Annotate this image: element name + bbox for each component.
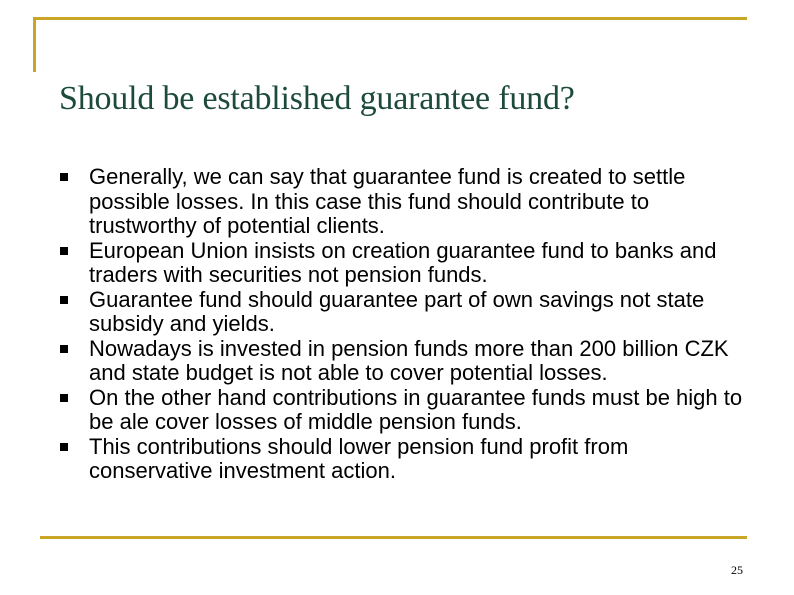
bullet-item <box>60 386 750 435</box>
bullet-list <box>60 165 750 484</box>
bullet-text: On the other hand contributions in guarantee funds must be high to be ale cover losses of middle pension funds. <box>89 384 743 434</box>
bottom-accent-rule <box>40 536 747 539</box>
square-bullet-icon <box>60 345 68 353</box>
bullet-item <box>60 288 750 337</box>
square-bullet-icon <box>60 296 68 304</box>
bullet-text: Nowadays is invested in pension funds more than 200 billion CZK and state budget is not able to cover potential losses. <box>89 335 729 385</box>
square-bullet-icon <box>60 443 68 451</box>
bullet-text: Generally, we can say that guarantee fund is created to settle possible losses. In this case this fund should contribute to trustworthy of potential clients. <box>89 164 686 238</box>
slide-title: Should be established guarantee fund? <box>59 80 575 117</box>
bullet-item <box>60 435 750 484</box>
square-bullet-icon <box>60 247 68 255</box>
bullet-text: European Union insists on creation guarantee fund to banks and traders with securities not pension funds. <box>89 237 717 287</box>
square-bullet-icon <box>60 394 68 402</box>
bullet-text: This contributions should lower pension fund profit from conservative investment action. <box>89 433 629 483</box>
bullet-item <box>60 165 750 239</box>
bullet-text: Guarantee fund should guarantee part of own savings not state subsidy and yields. <box>89 286 705 336</box>
page-number: 25 <box>731 563 743 577</box>
bullet-item <box>60 337 750 386</box>
left-accent-rule <box>33 17 36 72</box>
bullet-item <box>60 239 750 288</box>
top-accent-rule <box>33 17 747 20</box>
square-bullet-icon <box>60 173 68 181</box>
